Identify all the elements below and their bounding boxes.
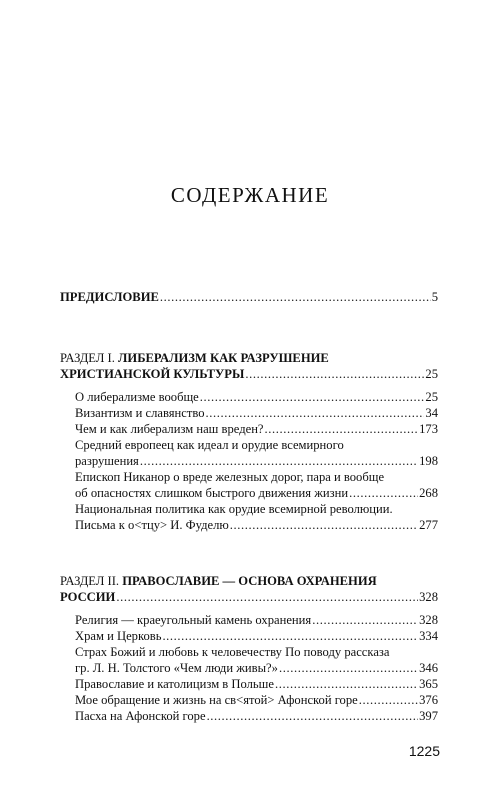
- toc-entry[interactable]: [75, 453, 438, 469]
- toc-entry-preface[interactable]: [60, 289, 438, 305]
- section-2-title-line2: РОССИИ: [60, 590, 116, 604]
- leader-dots: [200, 389, 425, 405]
- section-1-prefix: РАЗДЕЛ I.: [60, 351, 119, 365]
- toc-entry-label: Письма к о<тцу> И. Фуделю: [75, 518, 229, 532]
- toc-entry[interactable]: [75, 708, 438, 724]
- toc-entry[interactable]: [75, 421, 438, 437]
- toc-entry[interactable]: [75, 676, 438, 692]
- toc-entry-page: 328: [419, 613, 438, 627]
- section-2-heading-line1: [60, 573, 377, 589]
- leader-dots: [230, 517, 418, 533]
- toc-entry-label: Православие и католицизм в Польше: [75, 677, 274, 691]
- toc-entry-page: 268: [419, 486, 438, 500]
- toc-entry[interactable]: [75, 628, 438, 644]
- toc-entry-label: Чем и как либерализм наш вреден?: [75, 422, 264, 436]
- leader-dots: [245, 366, 424, 382]
- section-1-title-line1: ЛИБЕРАЛИЗМ КАК РАЗРУШЕНИЕ: [118, 351, 329, 365]
- toc-entry-page: 5: [431, 290, 438, 304]
- leader-dots: [207, 708, 419, 724]
- leader-dots: [116, 589, 418, 605]
- toc-entry-page: 376: [419, 693, 438, 707]
- toc-entry-line1[interactable]: Страх Божий и любовь к человечеству По поводу рассказа: [75, 645, 390, 659]
- toc-entry[interactable]: [75, 389, 438, 405]
- toc-entry-label: Византизм и славянство: [75, 406, 205, 420]
- leader-dots: [359, 692, 418, 708]
- section-1-title-line2: ХРИСТИАНСКОЙ КУЛЬТУРЫ: [60, 367, 245, 381]
- section-2-title-line1: ПРАВОСЛАВИЕ — ОСНОВА ОХРАНЕНИЯ: [122, 574, 377, 588]
- toc-entry-label: разрушения: [75, 454, 139, 468]
- toc-entry-line1[interactable]: Средний европеец как идеал и орудие всемирного: [75, 438, 344, 452]
- toc-entry-label: Мое обращение и жизнь на св<ятой> Афонской горе: [75, 693, 358, 707]
- toc-entry[interactable]: [75, 692, 438, 708]
- toc-entry-page: 173: [419, 422, 438, 436]
- toc-entry-line1[interactable]: Епископ Никанор о вреде железных дорог, пара и вообще: [75, 470, 385, 484]
- leader-dots: [140, 453, 418, 469]
- toc-entry-page: 334: [419, 629, 438, 643]
- page-number: 1225: [408, 743, 440, 759]
- toc-entry-label: ПРЕДИСЛОВИЕ: [60, 290, 159, 304]
- section-2-heading-line2[interactable]: [60, 589, 438, 605]
- section-2-prefix: РАЗДЕЛ II.: [60, 574, 123, 588]
- toc-entry-label: гр. Л. Н. Толстого «Чем люди живы?»: [75, 661, 278, 675]
- toc-entry-label: О либерализме вообще: [75, 390, 199, 404]
- toc-entry-label: Пасха на Афонской горе: [75, 709, 206, 723]
- section-2-page: 328: [419, 590, 438, 604]
- toc-entry-page: 198: [419, 454, 438, 468]
- leader-dots: [162, 628, 418, 644]
- toc-entry[interactable]: [75, 485, 438, 501]
- leader-dots: [279, 660, 418, 676]
- leader-dots: [275, 676, 418, 692]
- toc-entry-page: 25: [425, 390, 438, 404]
- toc-entry-page: 34: [425, 406, 438, 420]
- toc-entry-label: об опасностях слишком быстрого движения жизни: [75, 486, 349, 500]
- leader-dots: [349, 485, 418, 501]
- toc-entry-line1[interactable]: Национальная политика как орудие всемирной революции.: [75, 502, 393, 516]
- section-1-heading-line2[interactable]: [60, 366, 438, 382]
- section-1-page: 25: [425, 367, 438, 381]
- toc-entry-page: 365: [419, 677, 438, 691]
- toc-entry[interactable]: [75, 405, 438, 421]
- leader-dots: [206, 405, 425, 421]
- toc-entry[interactable]: [75, 612, 438, 628]
- toc-entry-page: 277: [419, 518, 438, 532]
- leader-dots: [265, 421, 419, 437]
- toc-entry[interactable]: [75, 517, 438, 533]
- toc-entry[interactable]: [75, 660, 438, 676]
- leader-dots: [312, 612, 418, 628]
- page-title: СОДЕРЖАНИЕ: [170, 183, 330, 207]
- toc-entry-page: 397: [419, 709, 438, 723]
- section-1-heading-line1: [60, 350, 329, 366]
- toc-entry-label: Храм и Церковь: [75, 629, 162, 643]
- toc-entry-page: 346: [419, 661, 438, 675]
- leader-dots: [160, 289, 431, 305]
- toc-entry-label: Религия — краеугольный камень охранения: [75, 613, 312, 627]
